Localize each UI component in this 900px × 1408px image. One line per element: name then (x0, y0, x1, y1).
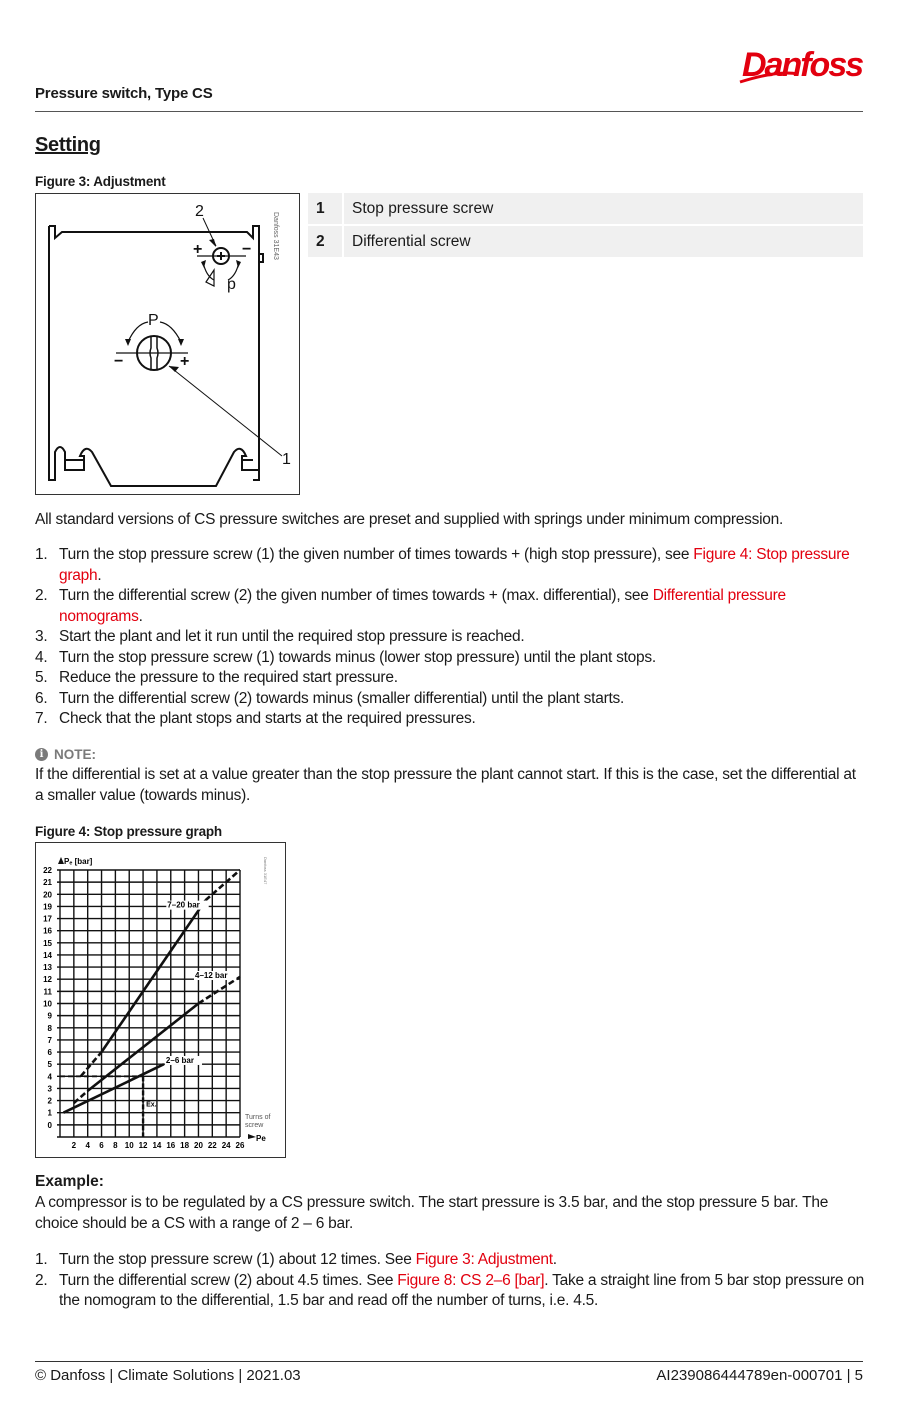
step-item: 1. Turn the stop pressure screw (1) the given number of times towards + (high stop pressure), see Figure 4: Stop pressure graph. (35, 546, 850, 584)
svg-text:2: 2 (47, 1096, 52, 1106)
svg-text:24: 24 (221, 1141, 231, 1150)
svg-text:+: + (193, 241, 203, 258)
svg-text:14: 14 (43, 950, 52, 960)
svg-text:12: 12 (43, 975, 52, 985)
danfoss-logo (738, 40, 864, 86)
svg-text:−: − (242, 241, 252, 258)
svg-text:14: 14 (152, 1141, 162, 1150)
svg-text:+: + (180, 353, 190, 370)
svg-text:22: 22 (207, 1141, 217, 1150)
svg-text:Pe: Pe (256, 1134, 266, 1143)
example-text: A compressor is to be regulated by a CS pressure switch. The start pressure is 3.5 bar, and the stop pressure 5 bar. The choice should be a CS with a range of 2 – 6 bar. (35, 1194, 829, 1232)
svg-text:8: 8 (47, 1023, 52, 1033)
step-item: 6. Turn the differential screw (2) towards minus (smaller differential) until the plant starts. (35, 689, 625, 707)
link-differential-nomograms[interactable]: Differential pressure nomograms (59, 587, 786, 625)
svg-text:2: 2 (71, 1141, 77, 1150)
svg-text:15: 15 (43, 938, 52, 948)
svg-text:7–20 bar: 7–20 bar (167, 900, 200, 910)
document-title: Pressure switch, Type CS (35, 85, 213, 102)
svg-text:3: 3 (47, 1084, 52, 1094)
legend-number: 2 (316, 232, 325, 250)
svg-text:9: 9 (47, 1011, 52, 1021)
setting-steps (35, 545, 865, 730)
svg-text:6: 6 (99, 1141, 104, 1150)
legend-row (308, 226, 863, 257)
link-figure3[interactable]: Figure 3: Adjustment (415, 1251, 553, 1268)
step-item: 3. Start the plant and let it run until the required stop pressure is reached. (35, 628, 525, 645)
svg-text:12: 12 (138, 1141, 148, 1150)
svg-text:4: 4 (47, 1072, 52, 1082)
svg-text:−: − (114, 353, 124, 370)
svg-text:Danfoss 31E47: Danfoss 31E47 (263, 857, 268, 885)
svg-text:0: 0 (47, 1120, 52, 1130)
svg-text:6: 6 (47, 1048, 52, 1058)
step-item: 2. Turn the differential screw (2) the given number of times towards + (max. differential), see Differential pressure nomograms. (35, 587, 786, 625)
link-figure8[interactable]: Figure 8: CS 2–6 [bar] (397, 1271, 545, 1289)
svg-text:8: 8 (113, 1141, 118, 1150)
step-item: 4. Turn the stop pressure screw (1) towards minus (lower stop pressure) until the plant stops. (35, 648, 656, 666)
figure4-caption: Figure 4: Stop pressure graph (35, 824, 222, 839)
svg-text:P: P (148, 312, 159, 329)
svg-text:Turns of: Turns of (245, 1114, 271, 1121)
svg-text:26: 26 (235, 1141, 245, 1150)
svg-text:18: 18 (180, 1141, 190, 1150)
svg-text:5: 5 (47, 1060, 52, 1070)
footer-divider (35, 1361, 863, 1362)
svg-text:Pₑ [bar]: Pₑ [bar] (64, 857, 93, 866)
svg-text:p: p (227, 276, 236, 293)
svg-text:4: 4 (85, 1141, 90, 1150)
example-heading: Example: (35, 1173, 104, 1190)
figure3-legend (308, 193, 863, 259)
svg-text:screw: screw (245, 1122, 264, 1129)
svg-text:16: 16 (43, 926, 52, 936)
stop-pressure-chart (35, 842, 286, 1158)
intro-paragraph: All standard versions of CS pressure switches are preset and supplied with springs under minimum compression. (35, 511, 784, 528)
note-text: If the differential is set at a value greater than the stop pressure the plant cannot start. If this is the case, set the differential at a smaller value (towards minus). (35, 766, 856, 804)
svg-text:1: 1 (282, 451, 291, 468)
step-item: 7. Check that the plant stops and starts at the required pressures. (35, 710, 476, 727)
svg-text:22: 22 (43, 866, 52, 875)
svg-text:1: 1 (47, 1108, 52, 1118)
svg-text:Ex.: Ex. (146, 1101, 157, 1109)
legend-label: Stop pressure screw (342, 193, 493, 224)
svg-text:4–12 bar: 4–12 bar (195, 971, 228, 981)
svg-text:2–6 bar: 2–6 bar (165, 1055, 194, 1065)
svg-text:10: 10 (124, 1141, 134, 1150)
svg-text:16: 16 (166, 1141, 176, 1150)
svg-text:21: 21 (43, 878, 52, 888)
footer-copyright: © Danfoss | Climate Solutions | 2021.03 (35, 1367, 301, 1384)
section-title: Setting (35, 134, 101, 156)
step-item: 1. Turn the stop pressure screw (1) about 12 times. See Figure 3: Adjustment. (35, 1251, 557, 1268)
step-item: 2. Turn the differential screw (2) about 4.5 times. See Figure 8: CS 2–6 [bar]. Take a straight line from 5 bar stop pressure on the nomogram to the differential, 1.5 bar and read off the number of turns, i.e. 4.5. (35, 1271, 865, 1309)
svg-text:20: 20 (194, 1141, 203, 1150)
footer-doc-id: AI239086444789en-000701 | 5 (656, 1367, 863, 1384)
legend-row (308, 193, 863, 224)
svg-text:Danfoss 31E43: Danfoss 31E43 (272, 212, 279, 260)
info-icon: i (35, 748, 48, 761)
step-item: 5. Reduce the pressure to the required start pressure. (35, 669, 398, 686)
example-steps (35, 1250, 865, 1312)
figure3-caption: Figure 3: Adjustment (35, 174, 166, 189)
svg-text:13: 13 (43, 963, 52, 973)
svg-text:19: 19 (43, 902, 52, 912)
svg-text:2: 2 (195, 203, 204, 220)
svg-text:10: 10 (43, 999, 52, 1009)
link-figure4[interactable]: Figure 4: Stop pressure graph (59, 546, 850, 584)
figure3-drawing (35, 193, 300, 495)
legend-label: Differential screw (342, 226, 471, 257)
svg-text:20: 20 (43, 890, 52, 900)
note-heading: i NOTE: (35, 747, 96, 762)
header-divider (35, 111, 863, 112)
svg-text:17: 17 (43, 914, 52, 924)
svg-text:7: 7 (47, 1035, 52, 1045)
svg-text:11: 11 (43, 987, 52, 997)
legend-number: 1 (316, 199, 325, 217)
svg-text:Danfoss: Danfoss (742, 46, 863, 84)
